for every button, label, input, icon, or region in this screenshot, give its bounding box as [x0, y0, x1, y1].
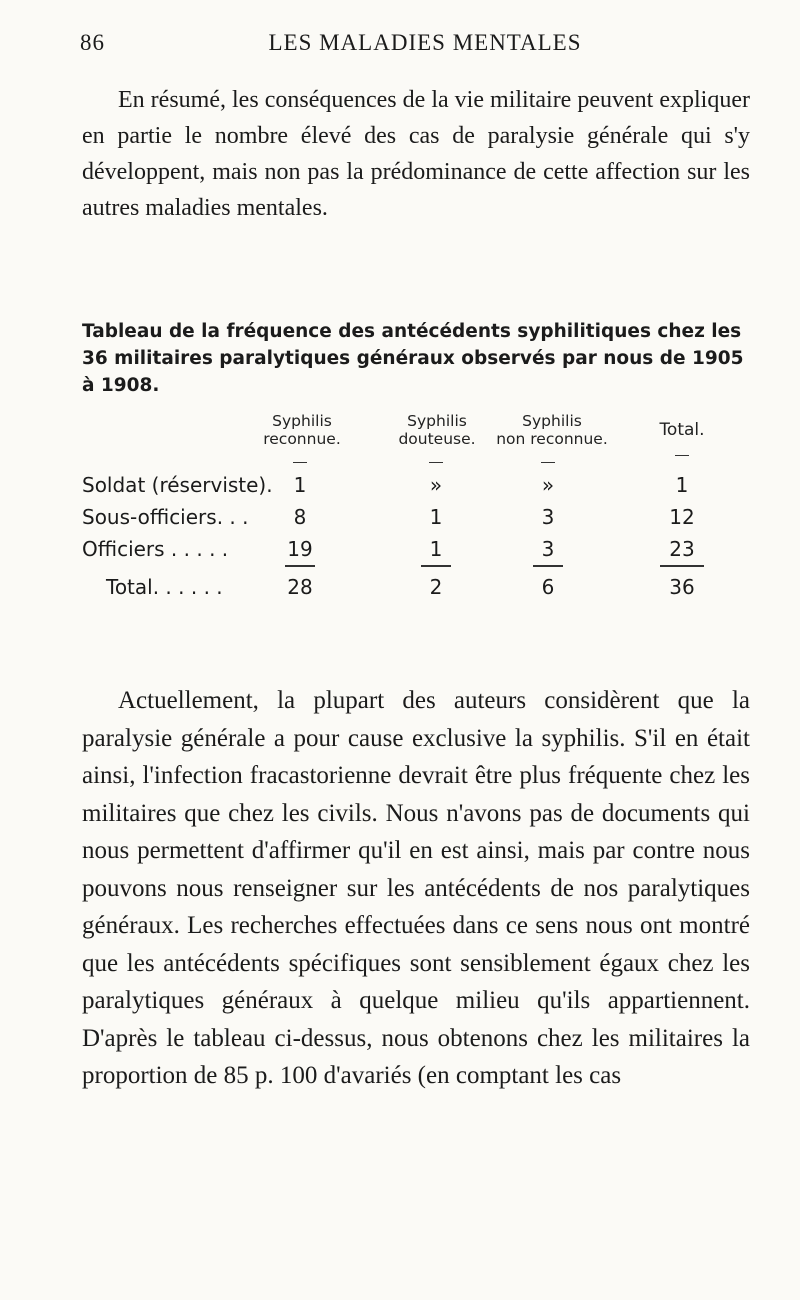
row-label: Officiers . . . . . [82, 537, 229, 561]
total-label: Total. . . . . . [106, 575, 223, 599]
header-dash [293, 462, 307, 463]
running-title: LES MALADIES MENTALES [268, 30, 582, 55]
table-row [82, 534, 750, 564]
column-header-douteuse [382, 412, 492, 448]
cell-value: » [429, 473, 443, 497]
total-value: 2 [429, 575, 443, 599]
total-value: 36 [669, 575, 695, 599]
cell-value: 3 [541, 537, 555, 561]
column-header-line: Syphilis [407, 412, 467, 430]
table-row [82, 470, 750, 500]
paragraph-1: En résumé, les conséquences de la vie militaire peuvent expliquer en partie le nombre élevé des cas de paralysie générale qui s'y développent, mais non pas la prédominance de cette affection sur les autres maladies mentales. [82, 87, 750, 221]
cell-value: 1 [429, 505, 443, 529]
header-dash [675, 455, 689, 456]
cell-value: 1 [675, 473, 689, 497]
paragraph-2: Actuellement, la plupart des auteurs considèrent que la paralysie générale a pour cause exclusive la syphilis. S'il en était ainsi, l'infection fracastorienne devrait être plus fréquente chez les militaires que chez les civils. Nous n'avons pas de documents qui nous permettent d'affirmer qu'il en est ainsi, mais par contre nous pouvons nous renseigner sur les antécédents de nos paralytiques généraux. Les recherches effectuées dans ce sens nous ont montré que les antécédents spécifiques sont sensiblement égaux chez les paralytiques généraux à quelque milieu qu'ils appartiennent. D'après le tableau ci-dessus, nous obtenons chez les militaires la proportion de 85 p. 100 d'avariés (en comptant les cas [82, 687, 750, 1089]
total-rule [660, 565, 704, 567]
row-label: Soldat (réserviste). [82, 473, 273, 497]
column-header-line: douteuse. [398, 430, 476, 448]
table-caption: Tableau de la fréquence des antécédents syphilitiques chez les 36 militaires paralytiques généraux observés par nous de 1905 à 1908. [82, 321, 744, 396]
column-header-total [642, 421, 722, 439]
column-header-non-reconnue [492, 412, 612, 448]
column-header-reconnue [252, 412, 352, 448]
cell-value: 19 [287, 537, 313, 561]
column-header-line: reconnue. [263, 430, 341, 448]
total-value: 28 [287, 575, 313, 599]
total-rule [533, 565, 563, 567]
total-value: 6 [541, 575, 555, 599]
table-row [82, 502, 750, 532]
column-header-line: non reconnue. [496, 430, 608, 448]
column-header-line: Syphilis [522, 412, 582, 430]
column-header-line: Syphilis [272, 412, 332, 430]
cell-value: 1 [293, 473, 307, 497]
header-dash [541, 462, 555, 463]
cell-value: 3 [541, 505, 555, 529]
page-number: 86 [80, 30, 105, 55]
table-total-row [82, 572, 750, 602]
running-header [80, 30, 740, 56]
cell-value: » [541, 473, 555, 497]
cell-value: 12 [669, 505, 695, 529]
header-dash [429, 462, 443, 463]
column-header-line: Total. [659, 420, 705, 440]
cell-value: 23 [669, 537, 695, 561]
total-rule [421, 565, 451, 567]
cell-value: 8 [293, 505, 307, 529]
cell-value: 1 [429, 537, 443, 561]
row-label: Sous-officiers. . . [82, 505, 249, 529]
total-rule [285, 565, 315, 567]
